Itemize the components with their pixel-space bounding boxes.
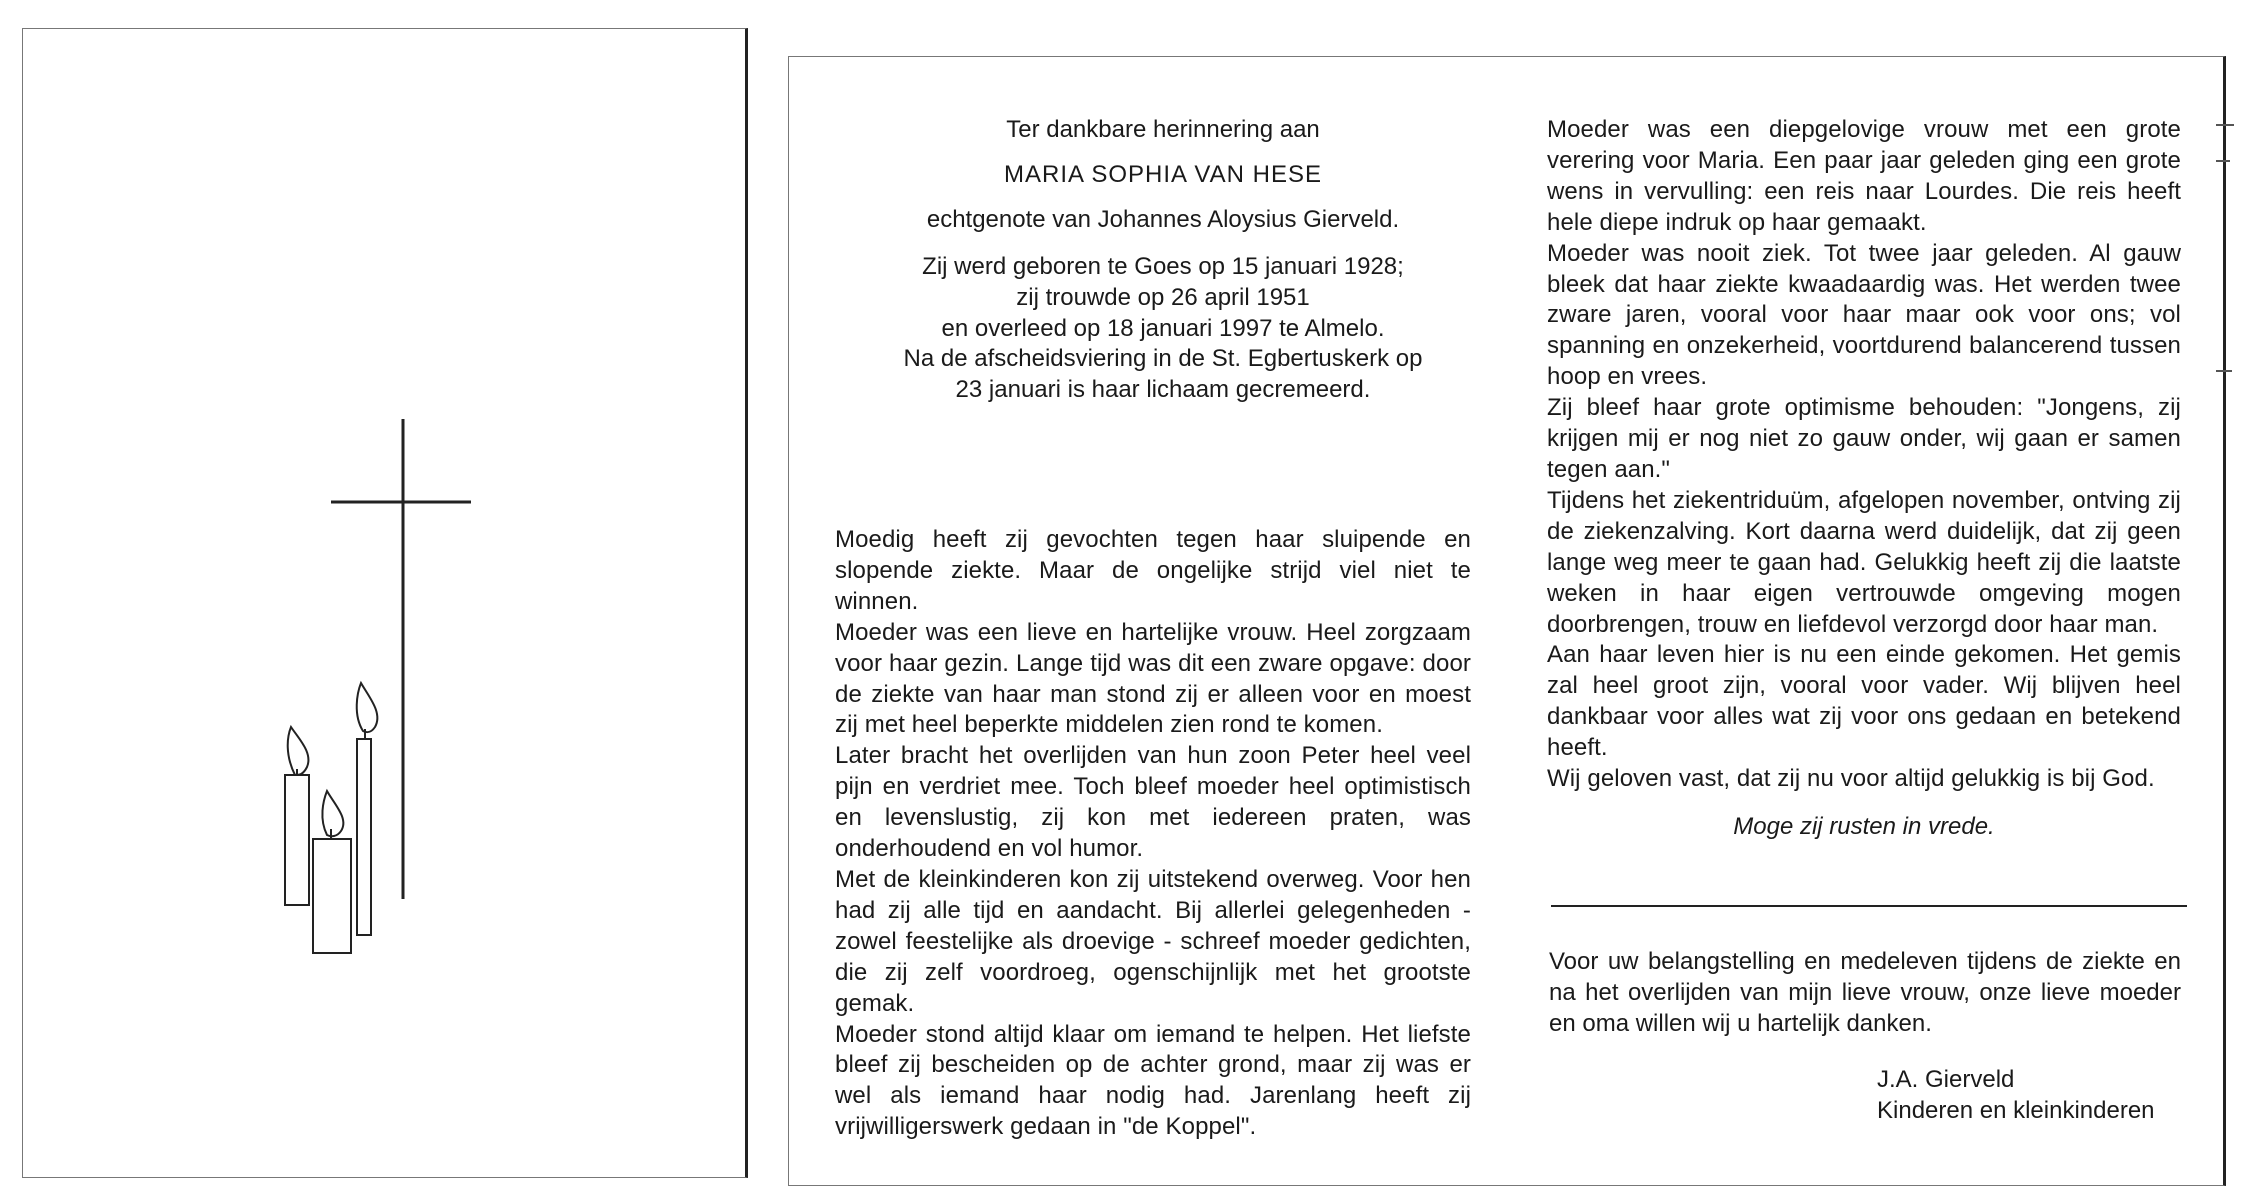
intro-line: Ter dankbare herinnering aan: [1006, 116, 1320, 143]
flame-tall: [357, 683, 378, 732]
deceased-name: MARIA SOPHIA VAN HESE: [1004, 160, 1322, 188]
date-line: zij trouwde op 26 april 1951: [1016, 283, 1310, 311]
date-line: Zij werd geboren te Goes op 15 januari 1928;: [922, 252, 1404, 280]
paragraph: Moedig heeft zij gevochten tegen haar sluipende en slopende ziekte. Maar de ongelijke strijd viel niet te winnen.: [835, 526, 1471, 615]
date-line: Na de afscheidsviering in de St. Egbertuskerk op: [903, 345, 1423, 373]
right-text-column: [1547, 115, 2181, 795]
rest-in-peace-line: Moge zij rusten in vrede.: [1733, 813, 1995, 840]
date-line: en overleed op 18 januari 1997 te Almelo.: [941, 314, 1385, 342]
signature-family: Kinderen en kleinkinderen: [1877, 1096, 2155, 1124]
scan-artifact: [2216, 160, 2230, 162]
paragraph: Later bracht het overlijden van hun zoon Peter heel veel pijn en verdriet mee. Toch bleef moeder heel optimistisch en levenslustig, zij kon met iedereen praten, was onderhoudend en vol humor.: [835, 742, 1471, 863]
front-card: [22, 28, 748, 1178]
flame-middle: [322, 791, 343, 836]
candle-left: [285, 775, 309, 905]
paragraph: Wij geloven vast, dat zij nu voor altijd gelukkig is bij God.: [1547, 765, 2155, 793]
scan-artifact: [2216, 370, 2232, 372]
spouse-line: echtgenote van Johannes Aloysius Gierveld.: [926, 205, 1400, 233]
date-line: 23 januari is haar lichaam gecremeerd.: [955, 376, 1371, 404]
paragraph: Moeder stond altijd klaar om iemand te helpen. Het liefste bleef zij bescheiden op de achter grond, maar zij was er wel als iemand haar nodig had. Jarenlang heeft zij vrijwilligerswerk gedaan in "de Koppel".: [835, 1020, 1471, 1141]
candle-tall: [357, 739, 371, 935]
paragraph: Moeder was een diepgelovige vrouw met een grote verering voor Maria. Een paar jaar geleden ging een grote wens in vervulling: een reis naar Lourdes. Die reis heeft hele diepe indruk op haar gemaakt.: [1547, 116, 2181, 236]
flame-left: [288, 727, 309, 775]
signature-block: [1877, 1065, 2155, 1127]
paragraph: Moeder was een lieve en hartelijke vrouw. Heel zorgzaam voor haar gezin. Lange tijd was dit een zware opgave: door de ziekte van haar man stond zij er alleen voor en moest zij met heel beperkte middelen zien rond te komen.: [835, 618, 1471, 739]
paragraph: Met de kleinkinderen kon zij uitstekend overweg. Voor hen had zij alle tijd en aandacht. Bij allerlei gelegenheden - zowel feestelijke als droevige - schreef moeder gedichten, die zij zelf voordroeg, ogenschijnlijk met het grootste gemak.: [835, 865, 1471, 1017]
memorial-header: [873, 115, 1453, 406]
paragraph: Aan haar leven hier is nu een einde gekomen. Het gemis zal heel groot zijn, vooral voor vader. Wij blijven heel dankbaar voor alles wat zij voor ons gedaan en betekend heeft.: [1547, 641, 2181, 762]
candle-middle: [313, 839, 351, 953]
paragraph: Zij bleef haar grote optimisme behouden: "Jongens, zij krijgen mij er nog niet zo gauw onder, wij gaan er samen tegen aan.": [1547, 394, 2181, 483]
signature-name: J.A. Gierveld: [1877, 1066, 2015, 1093]
paragraph: Moeder was nooit ziek. Tot twee jaar geleden. Al gauw bleek dat haar ziekte kwaadaardig was. Het werden twee zware jaren, vooral voor haar maar ook voor ons; vol spanning en onzekerheid, voortdurend balancerend tussen hoop en vrees.: [1547, 239, 2181, 391]
cross-candles-illustration: [23, 29, 749, 1179]
paragraph: Tijdens het ziekentriduüm, afgelopen november, ontving zij de ziekenzalving. Kort daarna werd duidelijk, dat zij geen lange weg meer te gaan had. Gelukkig heeft zij die laatste weken in haar eigen vertrouwde omgeving mogen doorbrengen, trouw en liefdevol verzorgd door haar man.: [1547, 486, 2181, 638]
inner-card: [788, 56, 2226, 1186]
thanks-paragraph: Voor uw belangstelling en medeleven tijdens de ziekte en na het overlijden van mijn lieve vrouw, onze lieve moeder en oma willen wij u hartelijk danken.: [1549, 948, 2181, 1037]
divider: [1551, 905, 2187, 907]
scan-artifact: [2216, 124, 2234, 126]
left-text-column: [835, 525, 1471, 1143]
